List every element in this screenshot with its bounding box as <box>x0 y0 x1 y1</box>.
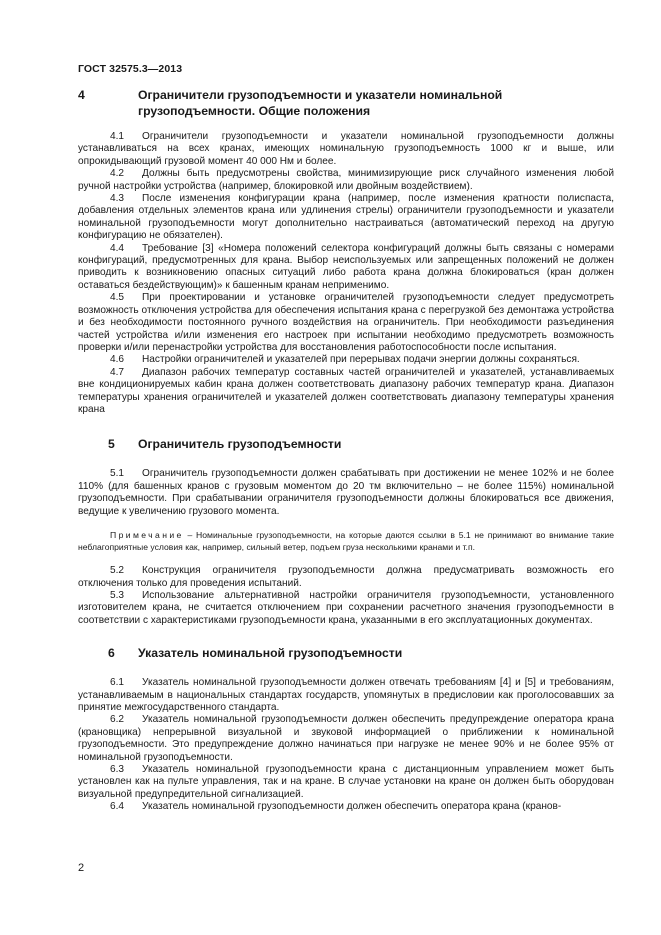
paragraph-number: 6.2 <box>110 714 125 726</box>
paragraph-text: Диапазон рабочих температур составных частей ограничителей и указателей, устанавливаемых вне кондиционируемых кабин крана должен соответствовать диапазону рабочих температур крана. Диапазон температуры хранения ограничителей и указателей должен соответствовать диапазону температуры хранения крана <box>78 366 614 415</box>
paragraph-text: Требование [3] «Номера положений селектора конфигураций должны быть связаны с номерами конфигураций, предусмотренных для крана. Выбор неиспользуемых или запрещенных положений не должен приводить к возникновению опасных ситуаций либо работа крана должна блокироваться (кран должен оставаться бездействующим)» к башенным кранам неприменимо. <box>78 242 614 291</box>
paragraph <box>78 193 614 243</box>
paragraph <box>78 131 614 168</box>
paragraph <box>78 565 614 590</box>
note <box>78 530 614 553</box>
paragraph-number: 4.7 <box>110 366 125 378</box>
paragraph-number: 4.4 <box>110 242 125 254</box>
paragraph-text: Ограничители грузоподъемности и указатели номинальной грузоподъемности должны устанавливаться на всех кранах, имеющих номинальную грузоподъемность 1000 кг и выше, или опрокидывающий грузовой момент 40 000 Нм и более. <box>78 131 614 167</box>
note-text: – Номинальные грузоподъемности, на которые даются ссылки в 5.1 не принимают во внимание такие неблагоприятные условия как, например, сильный ветер, подъем груза несколькими кранами и т.п. <box>78 529 614 552</box>
page-number: 2 <box>78 862 85 874</box>
paragraph-text: Использование альтернативной настройки ограничителя грузоподъемности, установленного изготовителем крана, не считается отключением при сохранении расчетного значения грузоподъемности в соответствии с характеристиками грузоподъемности крана, указанными в его эксплуатационных документах. <box>78 589 614 626</box>
section-5 <box>78 436 614 627</box>
section-4 <box>78 87 614 416</box>
paragraph <box>78 243 614 293</box>
paragraph-text: Настройки ограничителей и указателей при перерывах подачи энергии должны сохраняться. <box>142 354 580 366</box>
paragraph <box>78 354 614 366</box>
paragraph-number: 6.3 <box>110 764 125 776</box>
section-title <box>108 645 614 661</box>
paragraph <box>78 801 614 813</box>
paragraph-text: При проектировании и установке ограничителей грузоподъемности следует предусмотреть возможность отключения устройства для обеспечения испытания крана с перегрузкой без демонтажа устройства и без необходимости постоянного ручного воздействия на ограничитель. При необходимости разъединения частей устройства и/или изменения его настроек при испытании необходимо предусмотреть возможность проверки и/или перенастройки устройства для восстановления работоспособности после испытания. <box>78 292 614 353</box>
paragraph <box>78 764 614 801</box>
paragraph-number: 4.6 <box>110 354 125 366</box>
section-number: 6 <box>108 646 115 661</box>
paragraph-number: 4.1 <box>110 131 125 142</box>
paragraph-text: Указатель номинальной грузоподъемности должен обеспечить предупреждение оператора крана (крановщика) непрерывной визуальной и звуковой информацией о приближении к номинальной грузоподъемности. Это предупреждение должно начинаться при нагрузке не менее 90% и не более 95% от номинальной грузоподъемности. <box>78 714 614 763</box>
paragraph-text: Ограничитель грузоподъемности должен срабатывать при достижении не менее 102% и не более 110% (для башенных кранов с грузовым моментом до 20 тм включительно – не более 115%) номинальной грузоподъемности. При срабатывании ограничителя грузоподъемности должны блокироваться все движения, ведущие к увеличению грузового момента. <box>78 468 614 517</box>
paragraph-text: Указатель номинальной грузоподъемности крана с дистанционным управлением может быть установлен как на пульте управления, так и на кране. В случае установки на кране он должен быть оборудован визуальной предупредительной сигнализацией. <box>78 764 614 800</box>
paragraph-number: 4.5 <box>110 292 125 304</box>
document-header: ГОСТ 32575.3—2013 <box>78 63 183 75</box>
section-title <box>78 87 614 119</box>
paragraph-text: Указатель номинальной грузоподъемности должен отвечать требованиям [4] и [5] и требованиям, устанавливаемым в национальных стандартах государств, упомянутых в предисловии как проголосовавших за принятие межгосударственного стандарта. <box>78 677 614 713</box>
paragraph-number: 6.1 <box>110 677 125 689</box>
section-heading: Ограничители грузоподъемности и указатели номинальной грузоподъемности. Общие положения <box>138 88 503 118</box>
section-6 <box>78 645 614 813</box>
paragraph-text: Должны быть предусмотрены свойства, минимизирующие риск случайного изменения любой ручной настройки устройства (например, блокировкой или двойным воздействием). <box>78 168 614 192</box>
paragraph <box>78 590 614 627</box>
paragraph-number: 4.2 <box>110 168 125 180</box>
paragraph <box>78 677 614 714</box>
document-body <box>78 85 614 814</box>
paragraph-text: После изменения конфигурации крана (например, после изменения кратности полиспаста, добавления отдельных элементов крана или удлинения стрелы) ограничители грузоподъемности и указатели номинальной грузоподъемности могут дополнительно настраиваться (автоматический переход на другую конфигурацию не обязателен). <box>78 193 614 242</box>
section-number: 5 <box>108 437 115 452</box>
paragraph <box>78 468 614 518</box>
section-title <box>108 436 614 452</box>
paragraph-number: 5.3 <box>110 589 125 601</box>
paragraph-number: 5.1 <box>110 468 125 480</box>
paragraph <box>78 292 614 354</box>
paragraph <box>78 168 614 193</box>
paragraph-number: 4.3 <box>110 193 125 205</box>
paragraph-text: Конструкция ограничителя грузоподъемности должна предусматривать возможность его отключения только для проведения испытаний. <box>78 565 614 589</box>
paragraph <box>78 367 614 417</box>
section-heading: Ограничитель грузоподъемности <box>138 437 342 452</box>
paragraph-number: 6.4 <box>110 801 125 813</box>
paragraph-text: Указатель номинальной грузоподъемности должен обеспечить оператора крана (кранов- <box>142 801 562 813</box>
section-heading: Указатель номинальной грузоподъемности <box>138 646 403 661</box>
paragraph-number: 5.2 <box>110 565 125 577</box>
paragraph <box>78 714 614 764</box>
section-number: 4 <box>78 88 85 102</box>
note-label: Примечание <box>110 529 184 540</box>
